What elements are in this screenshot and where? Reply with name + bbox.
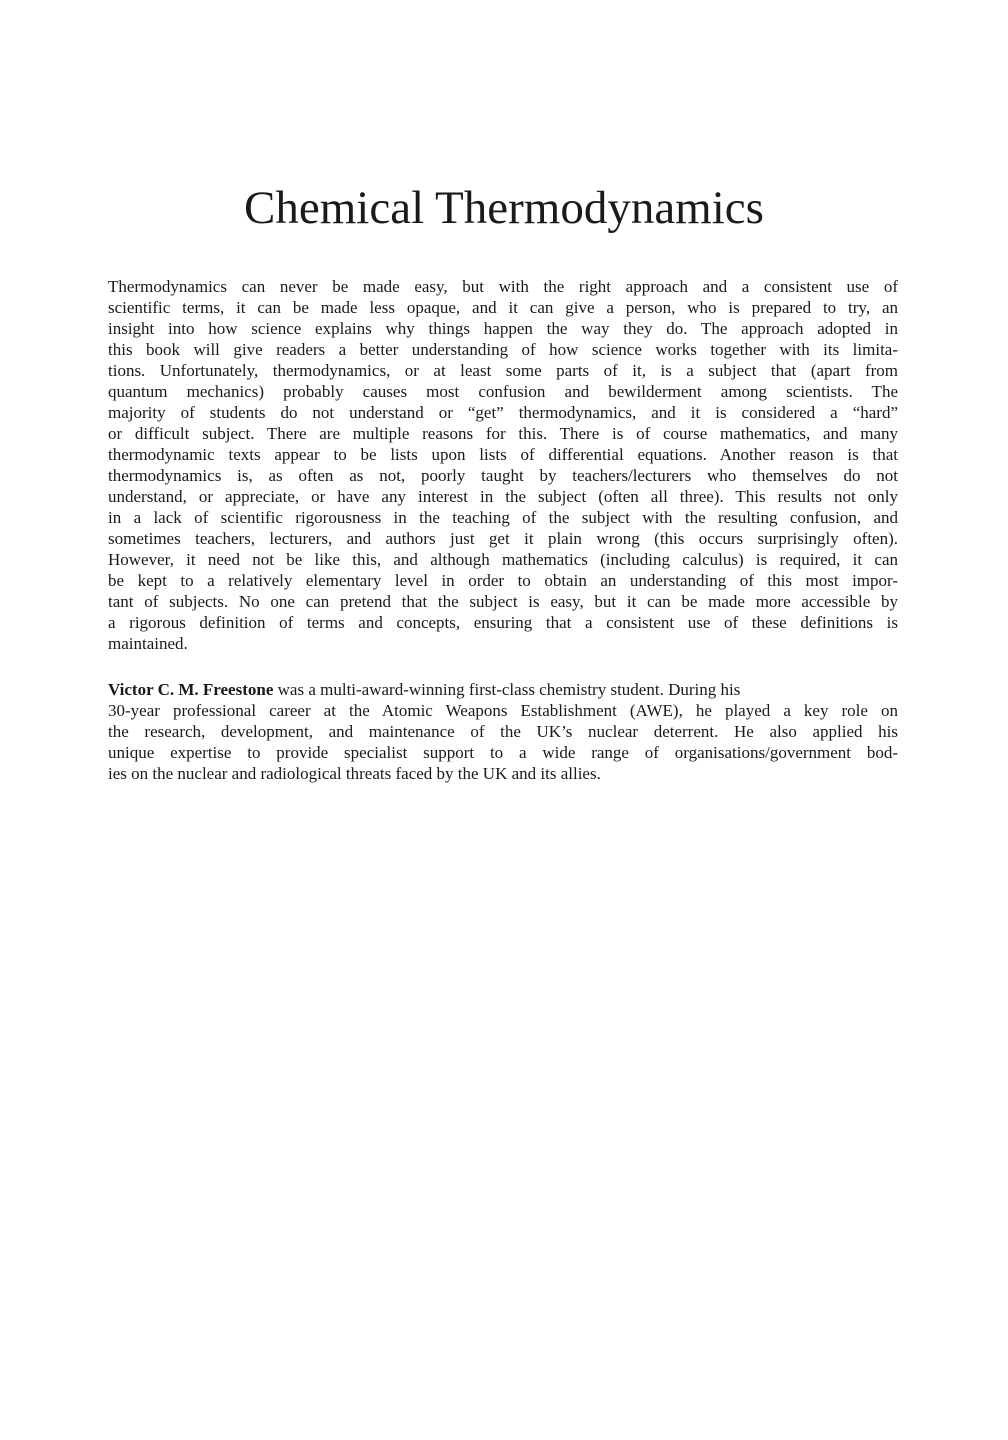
description-line: thermodynamic texts appear to be lists upon lists of differential equations. Another reason is that [108,445,898,464]
description-line: understand, or appreciate, or have any interest in the subject (often all three). This results not only [108,487,898,506]
description-line: a rigorous definition of terms and concepts, ensuring that a consistent use of these definitions is [108,613,898,632]
description-line: insight into how science explains why things happen the way they do. The approach adopted in [108,319,898,338]
description-line: quantum mechanics) probably causes most confusion and bewilderment among scientists. The [108,382,898,401]
book-description [108,276,898,654]
description-line: scientific terms, it can be made less opaque, and it can give a person, who is prepared to try, an [108,298,898,317]
author-bio-first-line [108,679,898,700]
author-bio [108,679,898,784]
description-line: Thermodynamics can never be made easy, but with the right approach and a consistent use of [108,277,898,296]
description-line: be kept to a relatively elementary level in order to obtain an understanding of this most impor- [108,571,898,590]
description-line: majority of students do not understand or “get” thermodynamics, and it is considered a “hard” [108,403,898,422]
author-bio-line: unique expertise to provide specialist support to a wide range of organisations/government bod- [108,743,898,762]
description-line: tions. Unfortunately, thermodynamics, or at least some parts of it, is a subject that (apart from [108,361,898,380]
description-line: this book will give readers a better understanding of how science works together with its limita- [108,340,898,359]
description-line: or difficult subject. There are multiple reasons for this. There is of course mathematics, and many [108,424,898,443]
author-bio-line: 30-year professional career at the Atomic Weapons Establishment (AWE), he played a key role on [108,701,898,720]
author-bio-line: the research, development, and maintenance of the UK’s nuclear deterrent. He also applied his [108,722,898,741]
description-line: However, it need not be like this, and although mathematics (including calculus) is required, it can [108,550,898,569]
description-line: maintained. [108,634,188,653]
description-line: sometimes teachers, lecturers, and authors just get it plain wrong (this occurs surprisingly often). [108,529,898,548]
description-line: thermodynamics is, as often as not, poorly taught by teachers/lecturers who themselves do not [108,466,898,485]
description-line: tant of subjects. No one can pretend that the subject is easy, but it can be made more accessible by [108,592,898,611]
book-title: Chemical Thermodynamics [244,182,764,234]
description-line: in a lack of scientific rigorousness in the teaching of the subject with the resulting confusion, and [108,508,898,527]
author-bio-intro: was a multi-award-winning first-class chemistry student. During his [273,680,741,699]
author-name: Victor C. M. Freestone [108,680,274,699]
author-bio-line: ies on the nuclear and radiological threats faced by the UK and its allies. [108,764,601,783]
